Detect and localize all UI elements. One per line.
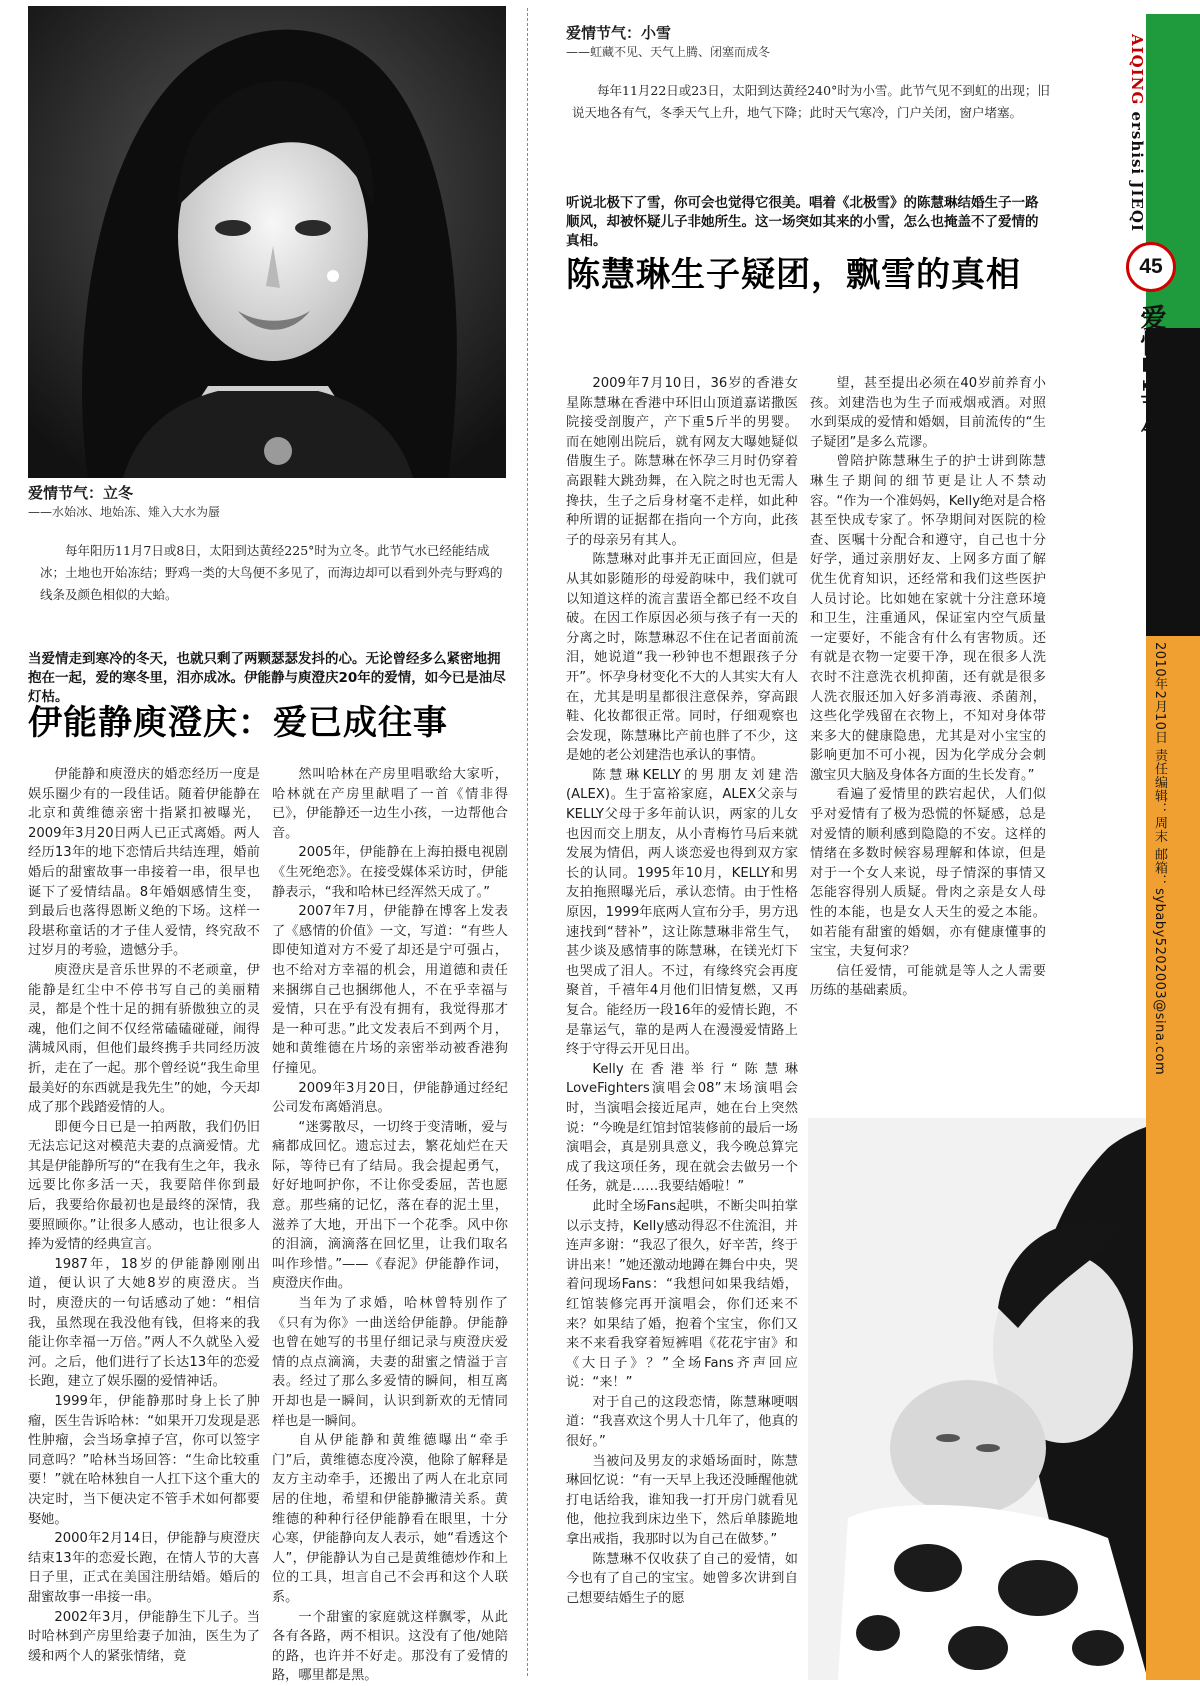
headline-left: 伊能静庾澄庆：爱已成往事 [28, 703, 448, 743]
article-paragraph: 陈慧琳KELLY的男朋友刘建浩(ALEX)。生于富裕家庭，ALEX父亲与KELLY父母于多年前认识，两家的儿女也因而交上朋友，从小青梅竹马后来就发展为情侣，两人谈恋爱也得到双方家长的认同。1995年10月，KELLY和男友拍拖照曝光后，承认恋情。由于性格原因，1999年底两人宣布分手，男方迅速找到“替补”，这让陈慧琳非常生气，甚少谈及感情事的陈慧琳，在镁光灯下也哭成了泪人。不过，有缘终究会再度聚首，千禧年4月他们旧情复燃，又再复合。能经历一段16年的爱情长跑，不是靠运气，靠的是两人在漫漫爱情路上终于守得云开见日出。 [566, 767, 798, 1058]
article-paragraph: 2002年3月，伊能静生下儿子。当时哈林到产房里给妻子加油，医生为了缓和两个人的紧张情绪，竟 [28, 1609, 260, 1664]
lead-paragraph-left: 当爱情走到寒冷的冬天，也就只剩了两颗瑟瑟发抖的心。无论曾经多么紧密地拥抱在一起，爱的寒冬里，泪亦成冰。伊能静与庾澄庆20年的爱情，如今已是油尽灯枯。 [28, 651, 506, 705]
sidebar [1126, 14, 1200, 1680]
section-subtitle-xiaoxue: ——虹藏不见、天气上腾、闭塞而成冬 [566, 45, 771, 59]
article-paragraph: 陈慧琳不仅收获了自己的爱情，如今也有了自己的宝宝。她曾多次讲到自己想要结婚生子的愿 [566, 1551, 798, 1606]
article-paragraph: 一个甜蜜的家庭就这样飘零，从此各有各路，两不相识。这没有了他/她陪的路，也许并不好走。那没有了爱情的路，哪里都是黑。 [272, 1609, 508, 1684]
page-meta: 2010年2月10日 责任编辑：周末 邮箱：sybaby5202003@sina.com [1152, 642, 1167, 1076]
headline-right: 陈慧琳生子疑团，飘雪的真相 [566, 255, 1021, 295]
column-divider [527, 8, 528, 1676]
article-paragraph: 1999年，伊能静那时身上长了肿瘤，医生告诉哈林：“如果开刀发现是恶性肿瘤，会当场拿掉子宫，你可以签字同意吗？”哈林当场回答：“生命比较重要！”就在哈林独自一人扛下这个重大的决定时，当下便决定不管手术如何都要娶她。 [28, 1394, 260, 1527]
article-paragraph: 庾澄庆是音乐世界的不老顽童，伊能静是红尘中不停书写自己的美丽精灵，都是个性十足的拥有骄傲独立的灵魂，他们之间不仅经常磕磕碰碰，闹得满城风雨，但他们最终携手共同经历波折，走在了一起。那个曾经说“我生命里最美好的东西就是我先生”的她，今天却成了那个践踏爱情的人。 [28, 962, 260, 1116]
article-paragraph: 然叫哈林在产房里唱歌给大家听，哈林就在产房里献唱了一首《情非得已》，伊能静还一边生小孩，一边帮他合音。 [272, 767, 508, 841]
article-paragraph: 2009年3月20日，伊能静通过经纪公司发布离婚消息。 [272, 1080, 508, 1116]
article-column-2 [272, 765, 508, 1684]
article-paragraph: 1987年，18岁的伊能静刚刚出道，便认识了大她8岁的庾澄庆。当时，庾澄庆的一句话感动了她：“相信我，虽然现在我没他有钱，但将来的我能让你幸福一万倍。”两人不久就坠入爱河。之后，他们进行了长达13年的恋爱长跑，建立了娱乐圈的爱情神话。 [28, 1256, 260, 1390]
article-paragraph: 当被问及男友的求婚场面时，陈慧琳回忆说：“有一天早上我还没睡醒他就打电话给我，谁知我一打开房门就看见他，他拉我到床边坐下，然后单膝跪地拿出戒指，我那时以为自己在做梦。” [566, 1453, 798, 1548]
sidebar-pinyin [1128, 34, 1146, 232]
section-subtitle-lidong: ——水始冰、地始冻、雉入大水为蜃 [28, 505, 221, 519]
sidebar-pinyin-red: AIQING [1128, 34, 1146, 106]
article-paragraph: 此时全场Fans起哄，不断尖叫拍掌以示支持，Kelly感动得忍不住流泪，并连声多谢：“我忍了很久，好辛苦，终于讲出来！”她还激动地蹲在舞台中央，哭着问现场Fans：“我想问如果我结婚，红馆装修完再开演唱会，你们还来不来？如果结了婚，抱着个宝宝，你们又来不来看我穿着短裤唱《花花宇宙》和《大日子》？”全场Fans齐声回应说：“来！” [566, 1198, 798, 1391]
article-paragraph: 当年为了求婚，哈林曾特别作了《只有为你》一曲送给伊能静。伊能静也曾在她写的书里仔细记录与庾澄庆爱情的点点滴滴，夫妻的甜蜜之情溢于言表。经过了那么多爱情的瞬间，相互离开却也是一瞬间，认识到新欢的无情同样也是一瞬间。 [272, 1296, 508, 1429]
sidebar-pinyin-rest: ershisi JIEQI [1128, 105, 1146, 232]
article-paragraph: 伊能静和庾澄庆的婚恋经历一度是娱乐圈少有的一段佳话。随着伊能静在北京和黄维德亲密十指紧扣被曝光，2009年3月20日两人已正式离婚。两人经历13年的地下恋情后共结连理，婚前婚后的甜蜜故事一串接着一串，很早也诞下了爱情结晶。8年婚姻感情生变，到最后也落得恩断义绝的下场。这样一段堪称童话的才子佳人爱情，终究敌不过岁月的考验，遗憾分手。 [28, 767, 260, 959]
article-paragraph: 陈慧琳对此事并无正面回应，但是从其如影随形的母爱韵味中，我们就可以知道这样的流言蜚语全都已经不攻自破。在因工作原因必须与孩子有一天的分离之时，陈慧琳忍不住在记者面前流泪，她说道“我一秒钟也不想跟孩子分开”。怀孕身材变化不大的人其实大有人在，尤其是明星都很注意保养，穿高跟鞋、化妆都很正常。同时，仔细观察也会发现，陈慧琳比产前也胖了不少，这是她的老公刘建浩也承认的事情。 [566, 552, 798, 764]
article-paragraph: 即便今日已是一拍两散，我们仍旧无法忘记这对模范夫妻的点滴爱情。尤其是伊能静所写的“在我有生之年，我永远要比你多活一天，我要陪伴你到最后，我要给你最初也是最终的深情，我要照顾你。”让很多人感动，也让很多人捧为爱情的经典宣言。 [28, 1119, 260, 1253]
portrait-photo [28, 6, 506, 478]
article-column-1 [28, 765, 260, 1675]
section-title-xiaoxue: 爱情节气：小雪 [566, 24, 672, 42]
article-paragraph: 2007年7月，伊能静在博客上发表了《感情的价值》一文，写道：“有些人即使知道对方不爱了却还是宁可强占，也不给对方幸福的机会，用道德和责任来捆绑自己也捆绑他人，不在乎幸福与爱情，只在乎有没有拥有，我觉得那才是一种可悲。”此文发表后不到两个月，她和黄维德在片场的亲密举动被香港狗仔撞见。 [272, 904, 508, 1076]
article-paragraph: 望，甚至提出必须在40岁前养育小孩。刘建浩也为生子而戒烟戒酒。对照水到渠成的爱情和婚姻，目前流传的“生子疑团”是多么荒谬。 [810, 376, 1046, 450]
series-title: 爱情24节气 [1136, 304, 1166, 445]
article-paragraph: 2009年7月10日，36岁的香港女星陈慧琳在香港中环旧山顶道嘉诺撒医院接受剖腹产，产下重5斤半的男婴。而在她刚出院后，就有网友大曝她疑似借腹生子。陈慧琳在怀孕三月时仍穿着高跟鞋大跳劲舞，在入院之时也无需人搀扶，生子之后身材毫不走样，如此种种所谓的证据都在指向一个方向，此孩子的母亲另有其人。 [566, 376, 798, 548]
article-paragraph: 曾陪护陈慧琳生子的护士讲到陈慧琳生子期间的细节更是让人不禁动容。“作为一个准妈妈，Kelly绝对是合格甚至快成专家了。怀孕期间对医院的检查、医嘱十分配合和遵守，自己也十分好学，通过亲朋好友、上网多方面了解优生优育知识，还经常和我们这些医护人员讨论。比如她在家就十分注意环境和卫生，注重通风，保证室内空气质量一定要好，不能含有什么有害物质。还有就是衣物一定要干净，现在很多人洗衣时不注意洗衣机抑菌，还有就是很多人洗衣服还加入好多消毒液、杀菌剂，这些化学残留在衣物上，不知对身体带来多大的健康隐患，尤其是对小宝宝的影响更加不可小视，因为化学成分会刺激宝贝大脑及身体各方面的生长发育。” [810, 454, 1046, 783]
article-column-3 [566, 374, 798, 1680]
section-title-lidong: 爱情节气：立冬 [28, 484, 134, 502]
article-paragraph: “迷雾散尽，一切终于变清晰，爱与痛都成回忆。遗忘过去，繁花灿烂在天际，等待已有了结局。我会提起勇气，好好地呵护你，不让你受委屈，苦也愿意。那些痛的记忆，落在春的泥土里，滋养了大地，开出下一个花季。风中你的泪滴，滴滴落在回忆里，让我们取名叫作珍惜。”——《春泥》伊能静作词，庾澄庆作曲。 [272, 1119, 508, 1292]
article-column-4 [810, 374, 1046, 1114]
article-paragraph: 信任爱情，可能就是等人之人需要历练的基础素质。 [810, 963, 1046, 999]
term-description-xiaoxue: 每年11月22日或23日，太阳到达黄经240°时为小雪。此节气见不到虹的出现；旧说天地各有气，冬季天气上升，地气下降；此时天气寒冷，门户关闭，窗户堵塞。 [572, 83, 1050, 120]
article-paragraph: 自从伊能静和黄维德曝出“牵手门”后，黄维德态度冷漠，他除了解释是友方主动牵手，还搬出了两人在北京同居的住地，希望和伊能静撇清关系。黄维德的种种行径伊能静看在眼里，十分心寒，伊能静向友人表示，她“看透这个人”，伊能静认为自己是黄维德炒作和上位的工具，坦言自己不会再和这个人联系。 [272, 1433, 508, 1605]
article-paragraph: 看遍了爱情里的跌宕起伏，人们似乎对爱情有了极为恐慌的怀疑感，总是对爱情的顺利感到隐隐的不安。这样的情绪在多数时候容易理解和体谅，但是对于一个女人来说，母子情深的事情又怎能容得别人质疑。骨肉之亲是女人母性的本能，也是女人天生的爱之本能。如若能有甜蜜的婚姻，亦有健康懂事的宝宝，夫复何求？ [810, 787, 1046, 960]
term-description-lidong: 每年阳历11月7日或8日，太阳到达黄经225°时为立冬。此节气水已经能结成冰；土地也开始冻结；野鸡一类的大鸟便不多见了，而海边却可以看到外壳与野鸡的线条及颜色相似的大蛤。 [40, 543, 503, 602]
article-paragraph: Kelly在香港举行“陈慧琳LoveFighters演唱会08”末场演唱会时，当演唱会接近尾声，她在台上突然说：“今晚是红馆封馆装修前的最后一场演唱会，真是别具意义，我今晚总算完成了我这项任务，现在就会去做另一个任务，就是……我要结婚啦！” [566, 1061, 798, 1195]
article-paragraph: 2005年，伊能静在上海拍摄电视剧《生死绝恋》。在接受媒体采访时，伊能静表示，“我和哈林已经浑然天成了。” [272, 845, 508, 900]
article-paragraph: 对于自己的这段恋情，陈慧琳哽咽道：“我喜欢这个男人十几年了，他真的很好。” [566, 1394, 798, 1450]
lead-paragraph-right: 听说北极下了雪，你可会也觉得它很美。唱着《北极雪》的陈慧琳结婚生子一路顺风，却被怀疑儿子非她所生。这一场突如其来的小雪，怎么也掩盖不了爱情的真相。 [566, 195, 1039, 249]
article-paragraph: 2000年2月14日，伊能静与庾澄庆结束13年的恋爱长跑，在情人节的大喜日子里，正式在美国注册结婚。婚后的甜蜜故事一串接一串。 [28, 1531, 260, 1605]
page-number: 45 [1126, 242, 1176, 292]
